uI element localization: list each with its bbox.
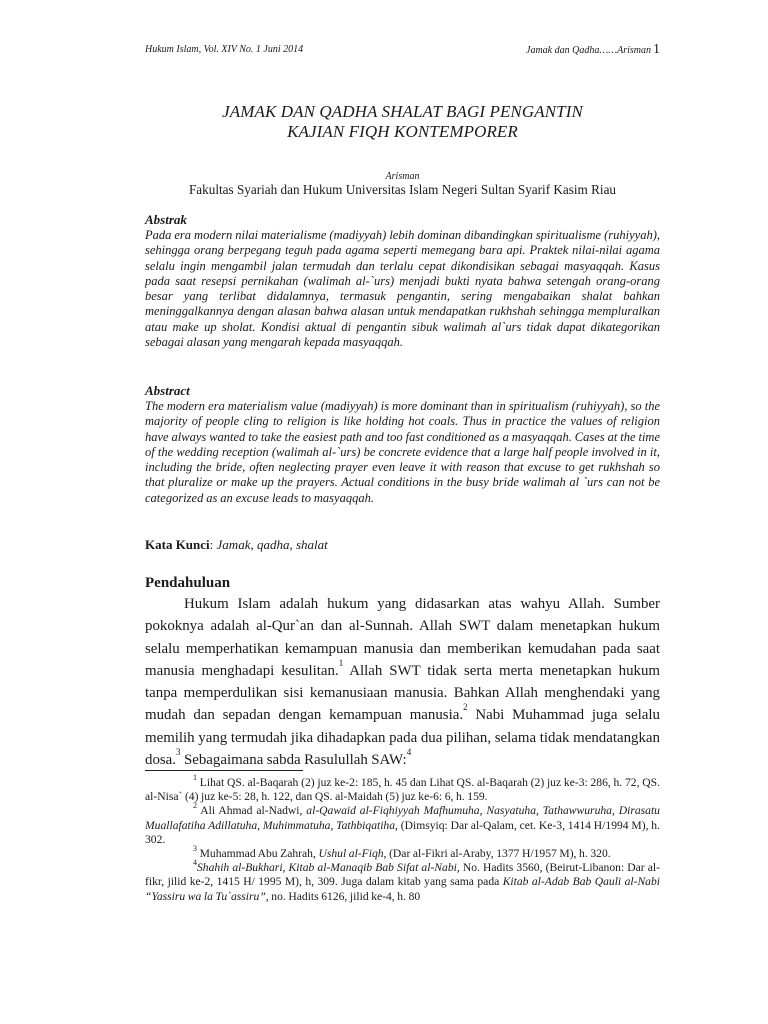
keywords-label: Kata Kunci — [145, 537, 210, 552]
footnote-number-2: 2 — [193, 801, 197, 811]
title-line-1: JAMAK DAN QADHA SHALAT BAGI PENGANTIN — [222, 102, 583, 121]
keywords-separator: : — [209, 537, 217, 552]
title-line-2: KAJIAN FIQH KONTEMPORER — [287, 122, 518, 141]
footnote-ref-1[interactable]: 1 — [338, 657, 344, 668]
footnotes — [145, 773, 660, 904]
intro-text-2: Allah SWT tidak serta merta menetapkan hukum tanpa memperdulikan sisi kemanusiaan manusia. Bahkan Allah menghendaki yang mudah dan sepadan dengan kemampuan manusia. — [145, 662, 660, 724]
intro-paragraph — [145, 593, 660, 771]
footnote-4-title: Shahih al-Bukhari, Kitab al-Manaqib Bab Sifat al-Nabi, — [197, 861, 460, 875]
footnote-4 — [145, 858, 660, 904]
author-affiliation: Fakultas Syariah dan Hukum Universitas Islam Negeri Sultan Syarif Kasim Riau — [188, 182, 617, 197]
footnote-3-pre: Muhammad Abu Zahrah, — [197, 847, 319, 861]
abstract-heading: Abstract — [145, 383, 190, 398]
footnote-3 — [145, 844, 660, 861]
footnote-2-title: al-Qawaid al-Fiqhiyyah Mafhumuha, Nasyatuha, Tathawwuruha, Dirasatu Muallafatiha Adillatuha, Muhimmatuha, Tathbiqatiha, — [145, 804, 660, 832]
footnote-divider — [145, 770, 303, 771]
intro-text-4: Sebagaimana sabda Rasulullah SAW: — [180, 752, 407, 769]
footnote-number-1: 1 — [193, 773, 197, 782]
footnote-4-mid: No. Hadits 3560, (Beirut-Libanon: Dar al-fikr, jilid ke-2, 1415 H/ 1995 M), h, 309. Juga dalam kitab yang sama pada — [145, 861, 660, 889]
intro-text-1: Hukum Islam adalah hukum yang didasarkan atas wahyu Allah. Sumber pokoknya adalah al-Qur`an dan al-Sunnah. Allah SWT dalam menetapkan hukum selalu memperhatikan kemampuan manusia dan memberikan kemudahan pada saat manusia menghadapi kesulitan. — [145, 596, 660, 679]
abstrak-heading: Abstrak — [145, 212, 187, 227]
footnote-ref-3[interactable]: 3 — [176, 747, 181, 758]
intro-text-3: Nabi Muhammad juga selalu memilih yang termudah jika dihadapkan pada dua pilihan, selama tidak mendatangkan dosa. — [145, 707, 660, 769]
footnote-ref-2[interactable]: 2 — [463, 702, 468, 713]
footnote-2 — [145, 801, 660, 847]
keywords-values: Jamak, qadha, shalat — [216, 537, 328, 552]
footnote-number-3: 3 — [193, 844, 197, 854]
short-title — [526, 43, 660, 58]
keywords — [145, 537, 660, 552]
footnote-4-title-2: Kitab al-Adab Bab Qauli al-Nabi “Yassiru wa la Tu`assiru”, — [145, 875, 660, 903]
footnote-number-4: 4 — [193, 858, 197, 868]
journal-citation: Hukum Islam, Vol. XIV No. 1 Juni 2014 — [145, 44, 304, 55]
page-number: 1 — [653, 42, 660, 57]
short-title-text: Jamak dan Qadha……Arisman — [526, 45, 651, 56]
intro-heading: Pendahuluan — [145, 575, 231, 591]
footnote-3-title: Ushul al-Fiqh, — [318, 847, 387, 861]
article-title — [145, 102, 660, 142]
footnote-2-post: (Dimsyiq: Dar al-Qalam, cet. Ke-3, 1414 H/1994 M), h. 302. — [145, 818, 660, 846]
footnote-4-post: no. Hadits 6126, jilid ke-4, h. 80 — [268, 889, 421, 903]
abstract-body: The modern era materialism value (madiyyah) is more dominant than in spiritualism (ruhiyyah), so the majority of people cling to religion is like holding hot coals. Thus in practice the values of religion have always wanted to take the easiest path and too fast conditioned as a masyaqqah. Cases at the time of the wedding reception (walimah al-`urs) be concrete evidence that a large half people involved in it, including the bride, often neglecting prayer even leave it with reason that excuse to get rukhshah so that pluralize or make up the prayers. Actual conditions in the busy bride walimah al `urs can not be categorized as an excuse leads to masyaqqah. — [145, 399, 660, 505]
footnote-3-post: (Dar al-Fikri al-Araby, 1377 H/1957 M), h. 320. — [386, 847, 611, 861]
abstrak-body: Pada era modern nilai materialisme (madiyyah) lebih dominan dibandingkan spiritualisme (ruhiyyah), sehingga orang berpegang teguh pada agama seperti memegang bara api. Praktek nilai-nilai agama selalu ingin mengambil jalan termudah dan terlalu cepat dikondisikan sebagai masyaqqah. Kasus pada saat resepsi pernikahan (walimah al-`urs) menjadi bukti nyata bahwa setengah orang-orang besar yang terlibat didalamnya, termasuk pengantin, sering mengabaikan shalat bahkan meninggalkannya dengan alasan bahwa alasan untuk mendapatkan rukhshah sehingga mempluralkan atau make up sholat. Kondisi aktual di pengantin sibuk walimah al`urs tidak dapat dikategorikan sebagai alasan yang mengarah kepada masyaqqah. — [145, 228, 660, 350]
footnote-1 — [145, 773, 660, 804]
footnote-ref-4[interactable]: 4 — [406, 747, 412, 758]
footnote-1-text: Lihat QS. al-Baqarah (2) juz ke-2: 185, h. 45 dan Lihat QS. al-Baqarah (2) juz ke-3: 286, h. 72, QS. al-Nisa` (4) juz ke-5: 28, h. 122, dan QS. al-Maidah (5) juz ke-6: 6, h. 159. — [145, 776, 660, 804]
author-name: Arisman — [385, 171, 420, 182]
footnote-2-pre: Ali Ahmad al-Nadwi, — [197, 804, 307, 818]
